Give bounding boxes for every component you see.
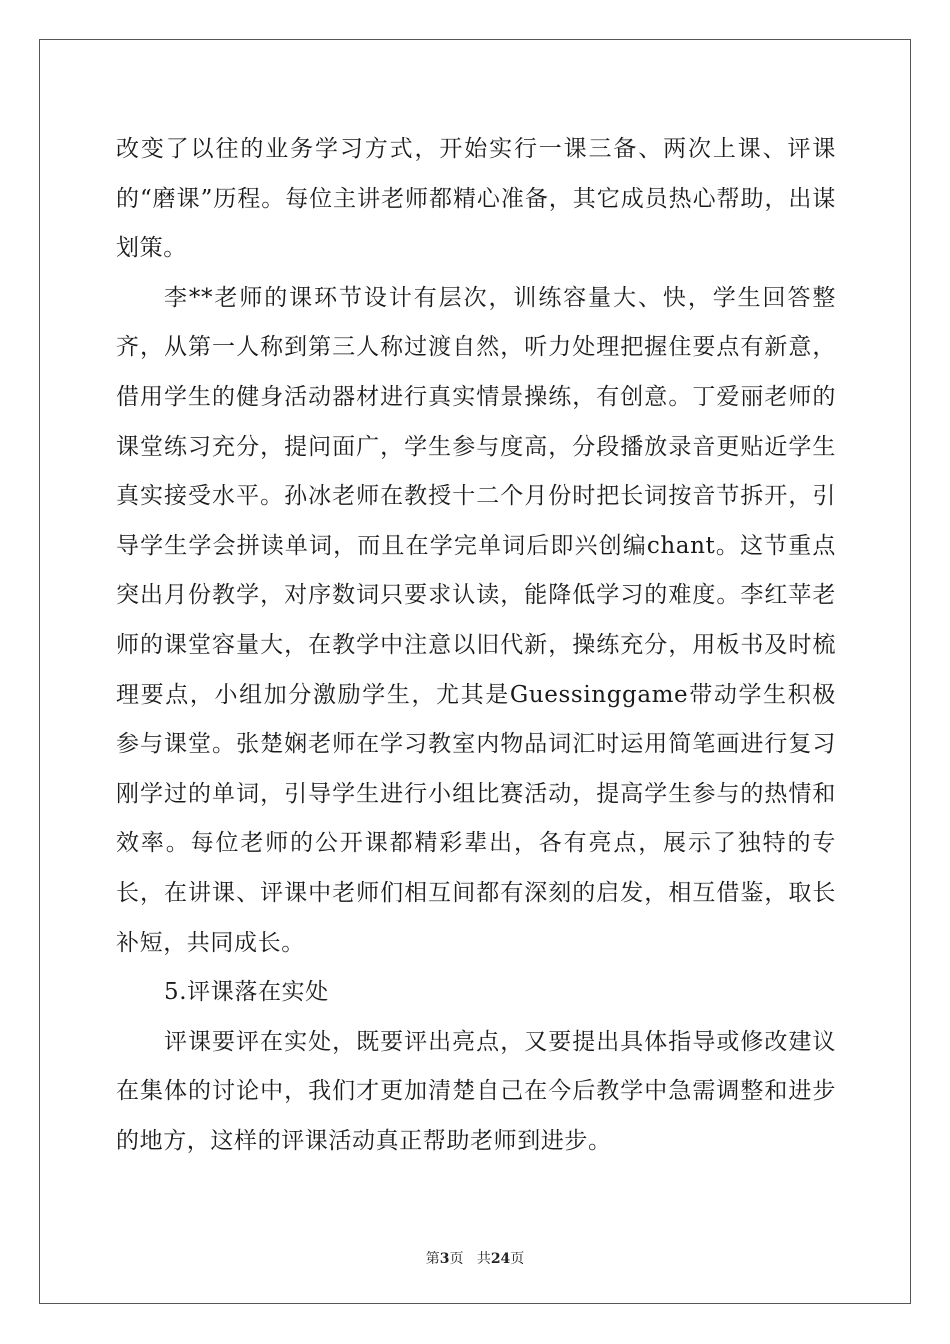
footer-page-prefix: 第 bbox=[425, 1251, 440, 1267]
footer-total-prefix: 共 bbox=[476, 1251, 491, 1267]
footer-page-number: 3 bbox=[439, 1251, 450, 1267]
footer-total-pages: 24 bbox=[490, 1251, 511, 1267]
section-heading: 5.评课落在实处 bbox=[164, 979, 329, 1006]
document-body bbox=[116, 125, 836, 1166]
page-footer bbox=[0, 1248, 950, 1268]
paragraph-2: 李**老师的课环节设计有层次，训练容量大、快，学生回答整齐，从第一人称到第三人称过渡自然，听力处理把握住要点有新意，借用学生的健身活动器材进行真实情景操练，有创意。丁爱丽老师的课堂练习充分，提问面广，学生参与度高，分段播放录音更贴近学生真实接受水平。孙冰老师在教授十二个月份时把长词按音节拆开，引导学生学会拼读单词，而且在学完单词后即兴创编chant。这节重点突出月份教学，对序数词只要求认读，能降低学习的难度。李红苹老师的课堂容量大，在教学中注意以旧代新，操练充分，用板书及时梳理要点，小组加分激励学生，尤其是Guessinggame带动学生积极参与课堂。张楚娴老师在学习教室内物品词汇时运用简笔画进行复习刚学过的单词，引导学生进行小组比赛活动，提高学生参与的热情和效率。每位老师的公开课都精彩辈出，各有亮点，展示了独特的专长，在讲课、评课中老师们相互间都有深刻的启发，相互借鉴，取长补短，共同成长。 bbox=[116, 284, 836, 956]
paragraph-3: 评课要评在实处，既要评出亮点，又要提出具体指导或修改建议在集体的讨论中，我们才更加清楚自己在今后教学中急需调整和进步的地方，这样的评课活动真正帮助老师到进步。 bbox=[116, 1028, 836, 1154]
footer-page-suffix: 页 bbox=[449, 1251, 464, 1267]
footer-total-suffix: 页 bbox=[510, 1251, 525, 1267]
paragraph-1: 改变了以往的业务学习方式，开始实行一课三备、两次上课、评课的“磨课”历程。每位主讲老师都精心准备，其它成员热心帮助，出谋划策。 bbox=[116, 136, 836, 262]
